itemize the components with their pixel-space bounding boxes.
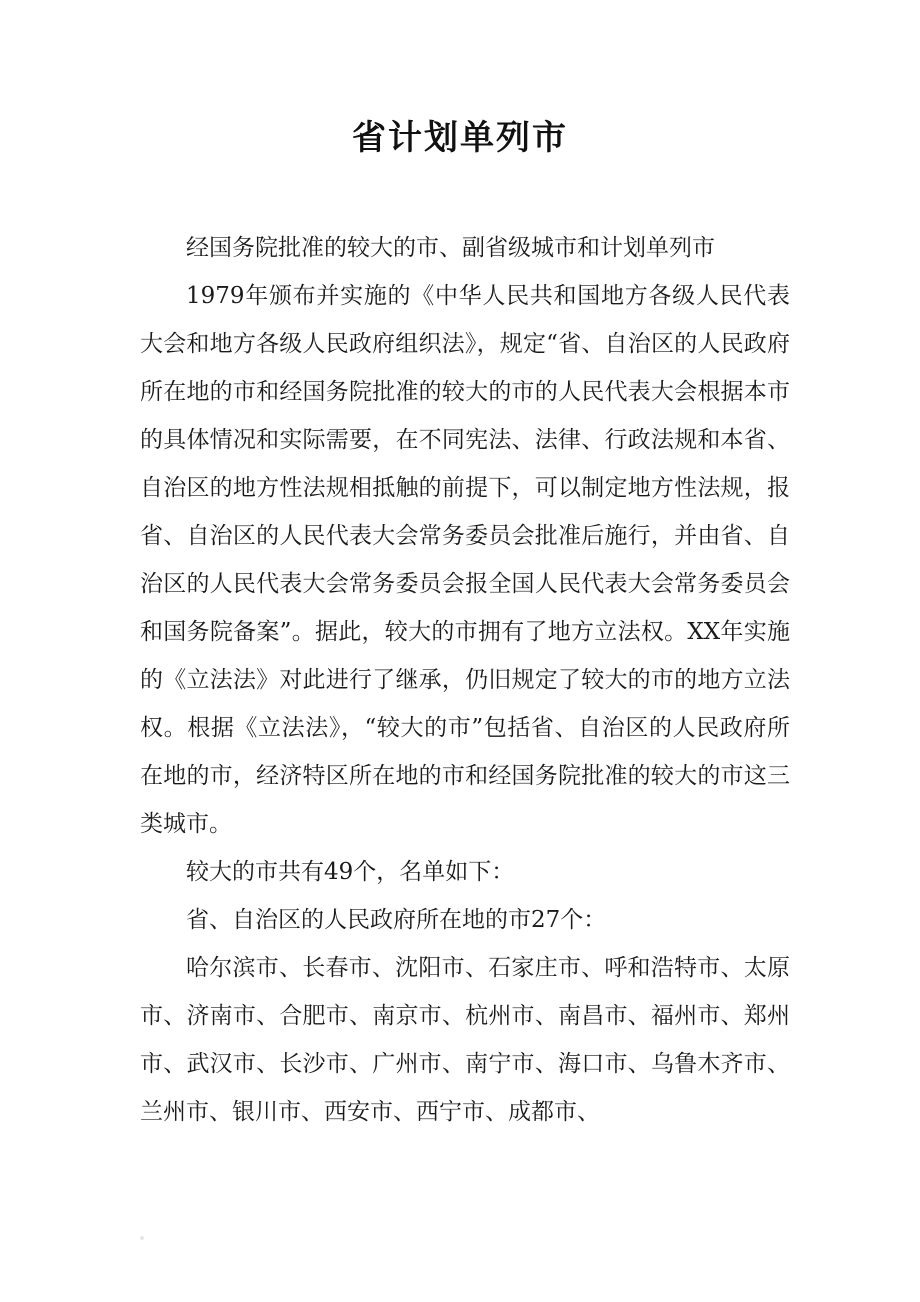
- paragraph-subtitle: 经国务院批准的较大的市、副省级城市和计划单列市: [186, 235, 715, 261]
- page-dot-mark: [140, 1236, 144, 1240]
- document-body: [140, 224, 790, 1136]
- paragraph-count: 较大的市共有49个，名单如下：: [186, 859, 515, 885]
- paragraph-capitals-heading: 省、自治区的人民政府所在地的市27个：: [186, 907, 607, 933]
- page-title: 省计划单列市: [352, 118, 568, 158]
- paragraph-city-list: 哈尔滨市、长春市、沈阳市、石家庄市、呼和浩特市、太原市、济南市、合肥市、南京市、杭州市、南昌市、福州市、郑州市、武汉市、长沙市、广州市、南宁市、海口市、乌鲁木齐市、兰州市、银川市、西安市、西宁市、成都市、: [140, 955, 790, 1125]
- paragraph-legislation: 1979年颁布并实施的《中华人民共和国地方各级人民代表大会和地方各级人民政府组织法》，规定“省、自治区的人民政府所在地的市和经国务院批准的较大的市的人民代表大会根据本市的具体情况和实际需要，在不同宪法、法律、行政法规和本省、自治区的地方性法规相抵触的前提下，可以制定地方性法规，报省、自治区的人民代表大会常务委员会批准后施行，并由省、自治区的人民代表大会常务委员会报全国人民代表大会常务委员会和国务院备案”。据此，较大的市拥有了地方立法权。XX年实施的《立法法》对此进行了继承，仍旧规定了较大的市的地方立法权。根据《立法法》，“较大的市”包括省、自治区的人民政府所在地的市，经济特区所在地的市和经国务院批准的较大的市这三类城市。: [140, 283, 790, 837]
